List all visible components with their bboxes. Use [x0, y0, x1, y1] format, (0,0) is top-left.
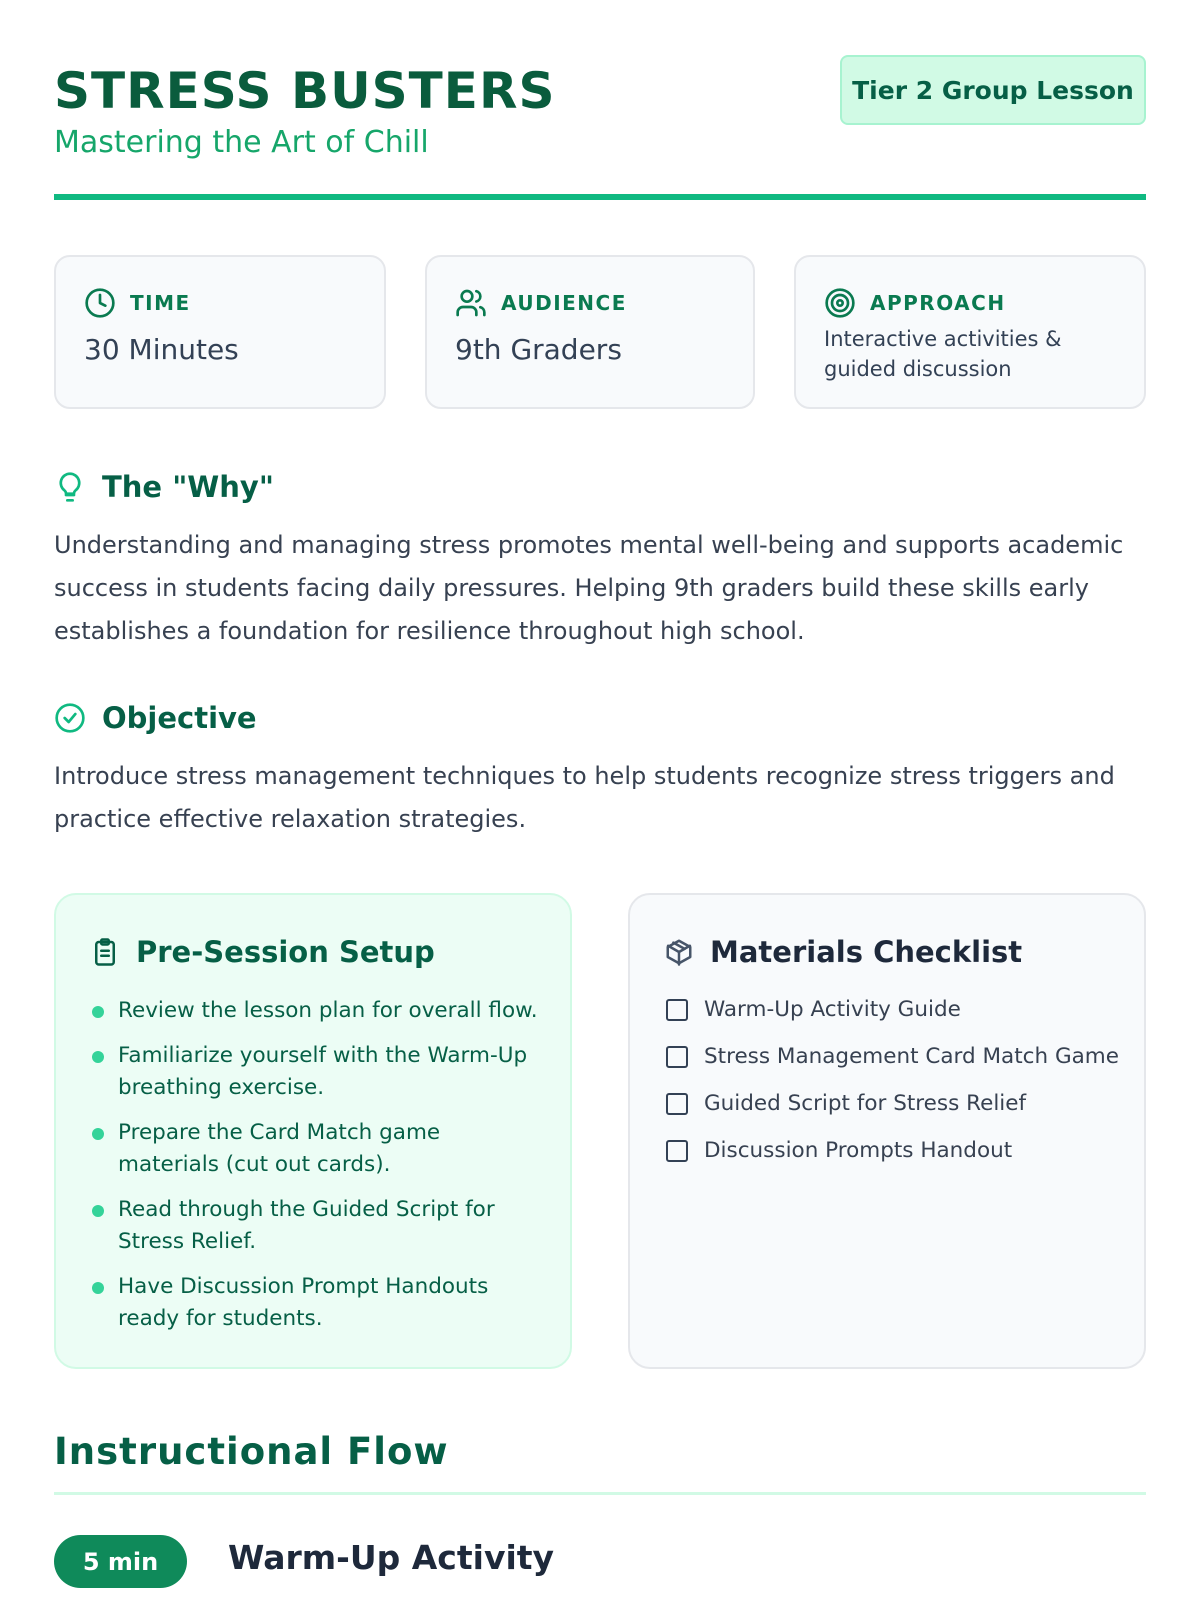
audience-card [425, 255, 755, 409]
users-icon [455, 287, 487, 319]
time-label: TIME [130, 291, 191, 315]
step-time-badge: 5 min [54, 1535, 187, 1588]
checkbox[interactable] [666, 1046, 688, 1068]
checkbox[interactable] [666, 1140, 688, 1162]
approach-value: Interactive activities & guided discussion [824, 327, 1062, 381]
check-circle-icon [54, 702, 86, 734]
lesson-page [54, 0, 1146, 1600]
page-subtitle: Mastering the Art of Chill [54, 125, 429, 160]
lightbulb-icon [54, 471, 86, 503]
audience-label: AUDIENCE [501, 291, 627, 315]
pre-session-setup-panel [54, 893, 572, 1369]
bullet-dot [92, 1051, 104, 1063]
audience-value: 9th Graders [455, 333, 622, 366]
approach-card [794, 255, 1146, 409]
time-card [54, 255, 386, 409]
materials-title: Materials Checklist [710, 935, 1023, 969]
objective-text: Introduce stress management techniques to help students recognize stress triggers and practice effective relaxation strategies. [54, 762, 1115, 833]
list-item: Read through the Guided Script for Stress Relief. [92, 1194, 542, 1258]
step-title: Warm-Up Activity [228, 1538, 555, 1577]
checklist-item[interactable]: Stress Management Card Match Game [666, 1042, 1126, 1072]
checklist-item[interactable]: Discussion Prompts Handout [666, 1136, 1126, 1166]
list-item: Have Discussion Prompt Handouts ready for students. [92, 1271, 542, 1335]
list-item: Familiarize yourself with the Warm-Up breathing exercise. [92, 1040, 542, 1104]
setup-title: Pre-Session Setup [136, 935, 435, 969]
instructional-flow-title: Instructional Flow [54, 1430, 449, 1473]
materials-checklist-panel [628, 893, 1146, 1369]
bullet-dot [92, 1205, 104, 1217]
target-icon [824, 287, 856, 319]
bullet-dot [92, 1128, 104, 1140]
setup-list [92, 995, 542, 1348]
flow-divider [54, 1492, 1146, 1495]
approach-label: APPROACH [870, 291, 1006, 315]
clipboard-icon [90, 937, 120, 967]
time-value: 30 Minutes [84, 333, 239, 366]
objective-heading [54, 701, 257, 735]
checklist-item[interactable]: Warm-Up Activity Guide [666, 995, 1126, 1025]
package-icon [664, 937, 694, 967]
lesson-header [54, 55, 1146, 200]
header-divider [54, 194, 1146, 200]
objective-title: Objective [102, 701, 257, 735]
list-item: Prepare the Card Match game materials (cut out cards). [92, 1117, 542, 1181]
bullet-dot [92, 1282, 104, 1294]
bullet-dot [92, 1006, 104, 1018]
tier-badge: Tier 2 Group Lesson [840, 55, 1146, 125]
materials-list [666, 995, 1126, 1183]
checkbox[interactable] [666, 999, 688, 1021]
checkbox[interactable] [666, 1093, 688, 1115]
why-heading [54, 470, 274, 504]
why-title: The "Why" [102, 470, 274, 504]
checklist-item[interactable]: Guided Script for Stress Relief [666, 1089, 1126, 1119]
page-title: STRESS BUSTERS [54, 62, 556, 120]
why-text: Understanding and managing stress promotes mental well-being and supports academic success in students facing daily pressures. Helping 9th graders build these skills early establishes a foundation for resilience throughout high school. [54, 531, 1124, 645]
list-item: Review the lesson plan for overall flow. [92, 995, 542, 1027]
clock-icon [84, 287, 116, 319]
